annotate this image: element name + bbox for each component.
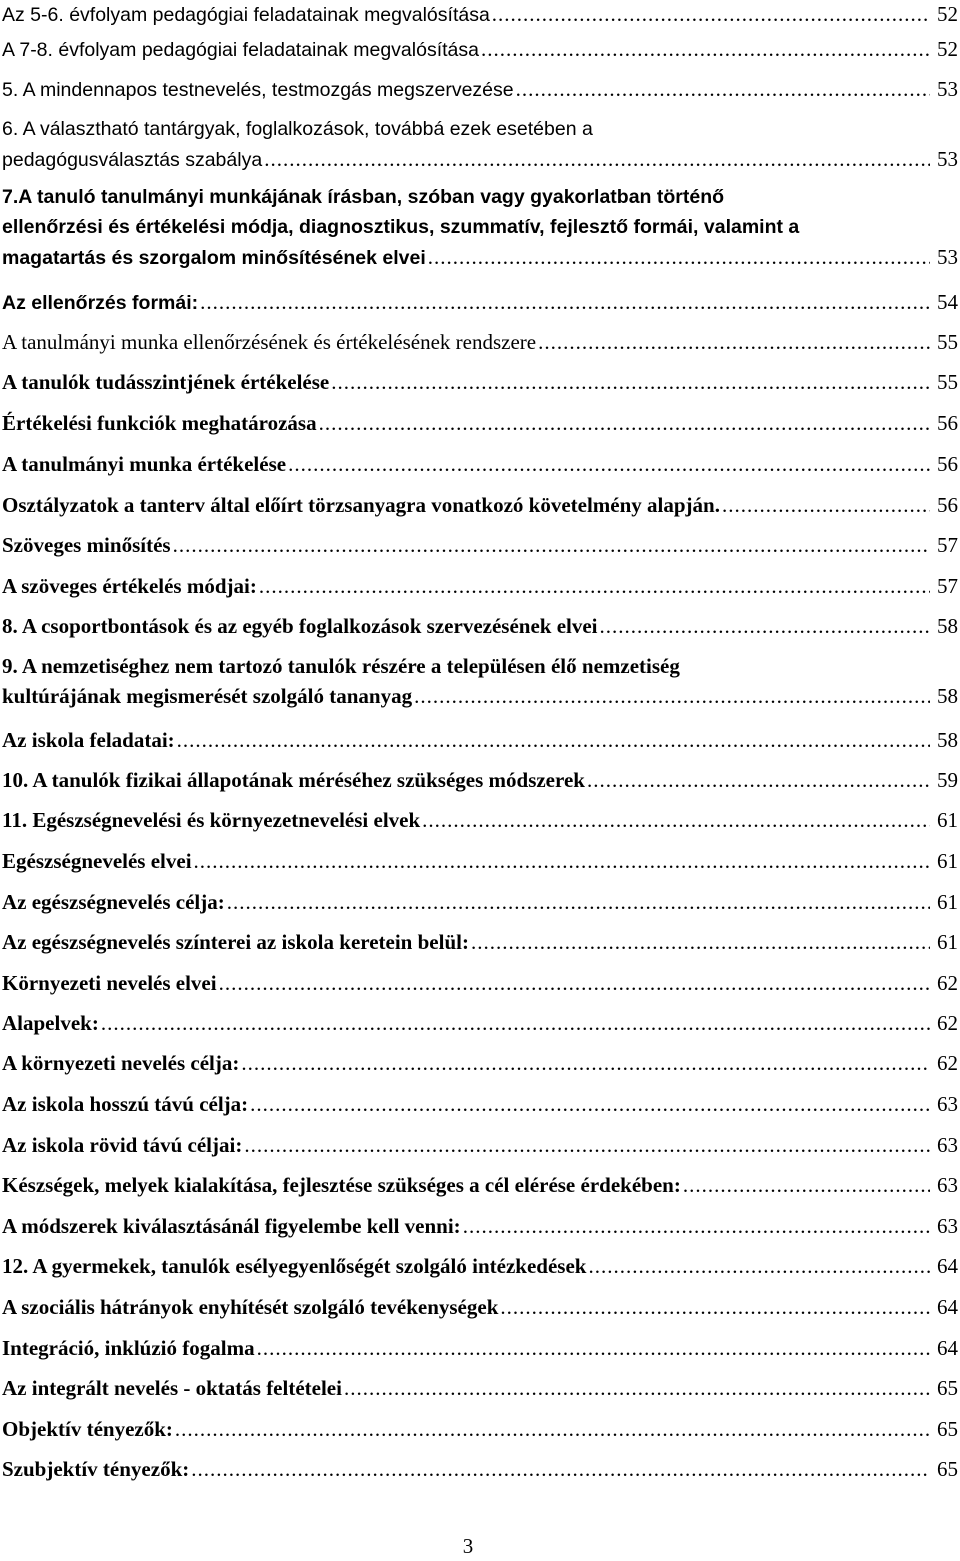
- toc-entry-title: Az ellenőrzés formái:: [2, 292, 199, 314]
- toc-page-number: 64: [937, 1254, 958, 1278]
- toc-entry[interactable]: [2, 887, 958, 917]
- toc-entry[interactable]: [2, 114, 958, 174]
- dot-leader: [241, 1048, 930, 1078]
- dot-leader: [463, 1211, 930, 1241]
- toc-page-number: 64: [937, 1336, 958, 1360]
- toc-entry-title: ellenőrzési és értékelési módja, diagnosztikus, szummatív, fejlesztő formái, valamint a: [2, 216, 800, 238]
- toc-page-number: 52: [937, 2, 958, 26]
- toc-entry[interactable]: [2, 1373, 958, 1403]
- toc-entry-title: Környezeti nevelés elvei: [2, 971, 217, 995]
- toc-page-number: 61: [937, 808, 958, 832]
- toc-entry-title: 5. A mindennapos testnevelés, testmozgás megszervezése: [2, 79, 514, 101]
- dot-leader: [319, 408, 930, 438]
- toc-entry-title: A környezeti nevelés célja:: [2, 1051, 240, 1075]
- dot-leader: [175, 1414, 930, 1444]
- dot-leader: [219, 968, 930, 998]
- toc-page-number: 55: [937, 370, 958, 394]
- toc-entry[interactable]: [2, 725, 958, 755]
- toc-page-number: 53: [937, 77, 958, 101]
- toc-page-number: 58: [937, 614, 958, 638]
- toc-page-number: 57: [937, 574, 958, 598]
- toc-page-number: 64: [937, 1295, 958, 1319]
- toc-page-number: 65: [937, 1376, 958, 1400]
- toc-entry-title: Alapelvek:: [2, 1011, 99, 1035]
- dot-leader: [492, 0, 930, 29]
- toc-page-number: 61: [937, 890, 958, 914]
- dot-leader: [471, 927, 930, 957]
- dot-leader: [288, 449, 930, 479]
- toc-entry[interactable]: [2, 327, 958, 357]
- toc-page-number: 56: [937, 452, 958, 476]
- toc-entry-title: Az egészségnevelés célja:: [2, 890, 225, 914]
- toc-page-number: 62: [937, 1051, 958, 1075]
- page-number: 3: [462, 1534, 474, 1558]
- toc-entry-title: magatartás és szorgalom minősítésének elvei: [2, 247, 426, 269]
- dot-leader: [264, 144, 930, 174]
- toc-entry-title: Az integrált nevelés - oktatás feltételei: [2, 1376, 342, 1400]
- toc-page-number: 65: [937, 1417, 958, 1441]
- toc-entry-title: Egészségnevelés elvei: [2, 849, 192, 873]
- toc-page-number: 63: [937, 1173, 958, 1197]
- toc-page-number: 65: [937, 1457, 958, 1481]
- toc-entry[interactable]: [2, 805, 958, 835]
- toc-entry[interactable]: [2, 611, 958, 641]
- toc-entry[interactable]: [2, 1292, 958, 1322]
- toc-entry-title: Objektív tényezők:: [2, 1417, 173, 1441]
- toc-entry[interactable]: [2, 74, 958, 104]
- toc-page-number: 58: [937, 728, 958, 752]
- toc-entry[interactable]: [2, 1414, 958, 1444]
- toc-entry-title: Osztályzatok a tanterv által előírt törzsanyagra vonatkozó követelmény alapján.: [2, 493, 720, 517]
- toc-entry[interactable]: [2, 530, 958, 560]
- toc-entry[interactable]: [2, 927, 958, 957]
- toc-page-number: 63: [937, 1092, 958, 1116]
- toc-page-number: 61: [937, 930, 958, 954]
- toc-entry[interactable]: [2, 1211, 958, 1241]
- toc-entry-title: Szubjektív tényezők:: [2, 1457, 190, 1481]
- dot-leader: [516, 74, 930, 104]
- toc-entry-title: Az iskola hosszú távú célja:: [2, 1092, 249, 1116]
- toc-entry[interactable]: [2, 1251, 958, 1281]
- toc-entry-title: Készségek, melyek kialakítása, fejlesztése szükséges a cél elérése érdekében:: [2, 1173, 681, 1197]
- toc-page-number: 56: [937, 411, 958, 435]
- dot-leader: [722, 490, 930, 520]
- toc-entry-title: Az iskola rövid távú céljai:: [2, 1133, 243, 1157]
- toc-entry-title: Integráció, inklúzió fogalma: [2, 1336, 255, 1360]
- dot-leader: [257, 1333, 930, 1363]
- toc-entry[interactable]: [2, 968, 958, 998]
- toc-entry[interactable]: [2, 182, 958, 272]
- toc-page-number: 54: [937, 290, 958, 314]
- dot-leader: [101, 1008, 930, 1038]
- dot-leader: [173, 530, 930, 560]
- toc-page-number: 56: [937, 493, 958, 517]
- toc-entry[interactable]: [2, 1048, 958, 1078]
- toc-page-number: 59: [937, 768, 958, 792]
- toc-page-number: 61: [937, 849, 958, 873]
- toc-entry-title: Az iskola feladatai:: [2, 728, 175, 752]
- toc-entry[interactable]: [2, 1089, 958, 1119]
- toc-entry-title: A tanulmányi munka ellenőrzésének és értékelésének rendszere: [2, 330, 537, 354]
- dot-leader: [500, 1292, 930, 1322]
- toc-entry-title: 12. A gyermekek, tanulók esélyegyenlőségét szolgáló intézkedések: [2, 1254, 587, 1278]
- toc-entry[interactable]: [2, 1454, 958, 1484]
- toc-page-number: 58: [937, 684, 958, 708]
- toc-entry[interactable]: [2, 1333, 958, 1363]
- toc-entry[interactable]: [2, 1008, 958, 1038]
- dot-leader: [244, 1130, 930, 1160]
- toc-page-number: 62: [937, 971, 958, 995]
- toc-entry-title: Az egészségnevelés színterei az iskola keretein belül:: [2, 930, 469, 954]
- toc-entry-title: 11. Egészségnevelési és környezetnevelési elvek: [2, 808, 421, 832]
- toc-entry[interactable]: [2, 1130, 958, 1160]
- dot-leader: [259, 571, 930, 601]
- toc-entry-title: 6. A választható tantárgyak, foglalkozások, továbbá ezek esetében a: [2, 118, 593, 140]
- dot-leader: [177, 725, 930, 755]
- toc-entry-title: kultúrájának megismerését szolgáló tananyag: [2, 684, 413, 708]
- toc-page-number: 53: [937, 245, 958, 269]
- toc-page-number: 53: [937, 147, 958, 171]
- dot-leader: [538, 327, 930, 357]
- dot-leader: [428, 242, 930, 272]
- toc-entry-title: 7.A tanuló tanulmányi munkájának írásban, szóban vagy gyakorlatban történő: [2, 186, 725, 208]
- toc-entry-title: A tanulmányi munka értékelése: [2, 452, 287, 476]
- dot-leader: [587, 765, 930, 795]
- toc-page-number: 63: [937, 1214, 958, 1238]
- toc-entry[interactable]: [2, 765, 958, 795]
- toc-entry-title: A szociális hátrányok enyhítését szolgáló tevékenységek: [2, 1295, 499, 1319]
- toc-entry-title: A szöveges értékelés módjai:: [2, 574, 257, 598]
- toc-entry-title: Az 5-6. évfolyam pedagógiai feladatainak megvalósítása: [2, 4, 490, 26]
- toc-entry[interactable]: [2, 449, 958, 479]
- toc-entry[interactable]: [2, 287, 958, 317]
- toc-entry[interactable]: [2, 490, 958, 520]
- dot-leader: [414, 681, 930, 711]
- toc-entry[interactable]: [2, 0, 958, 29]
- toc-entry-title: A módszerek kiválasztásánál figyelembe kell venni:: [2, 1214, 461, 1238]
- toc-entry-title: Szöveges minősítés: [2, 533, 171, 557]
- dot-leader: [422, 805, 930, 835]
- toc-entry[interactable]: [2, 408, 958, 438]
- toc-entry-title: Értékelési funkciók meghatározása: [2, 411, 317, 435]
- dot-leader: [683, 1170, 930, 1200]
- dot-leader: [191, 1454, 930, 1484]
- toc-entry-title: 10. A tanulók fizikai állapotának méréséhez szükséges módszerek: [2, 768, 585, 792]
- toc-entry[interactable]: [2, 1170, 958, 1200]
- toc-page-number: 63: [937, 1133, 958, 1157]
- toc-page-number: 55: [937, 330, 958, 354]
- dot-leader: [344, 1373, 930, 1403]
- dot-leader: [227, 887, 930, 917]
- toc-entry-title: pedagógusválasztás szabálya: [2, 149, 263, 171]
- dot-leader: [331, 367, 930, 397]
- dot-leader: [481, 34, 930, 64]
- toc-entry-title: A 7-8. évfolyam pedagógiai feladatainak megvalósítása: [2, 39, 479, 61]
- toc-entry-title: 8. A csoportbontások és az egyéb foglalkozások szervezésének elvei: [2, 614, 598, 638]
- dot-leader: [588, 1251, 930, 1281]
- dot-leader: [250, 1089, 930, 1119]
- toc-entry-title: 9. A nemzetiséghez nem tartozó tanulók részére a településen élő nemzetiség: [2, 654, 680, 678]
- toc-page-number: 62: [937, 1011, 958, 1035]
- toc-entry-title: A tanulók tudásszintjének értékelése: [2, 370, 330, 394]
- toc-entry[interactable]: [2, 651, 958, 711]
- toc-page-number: 52: [937, 37, 958, 61]
- toc-entry[interactable]: [2, 34, 958, 64]
- dot-leader: [200, 287, 930, 317]
- toc-entry[interactable]: [2, 367, 958, 397]
- toc-entry[interactable]: [2, 846, 958, 876]
- dot-leader: [194, 846, 930, 876]
- toc-page-number: 57: [937, 533, 958, 557]
- dot-leader: [600, 611, 930, 641]
- toc-entry[interactable]: [2, 571, 958, 601]
